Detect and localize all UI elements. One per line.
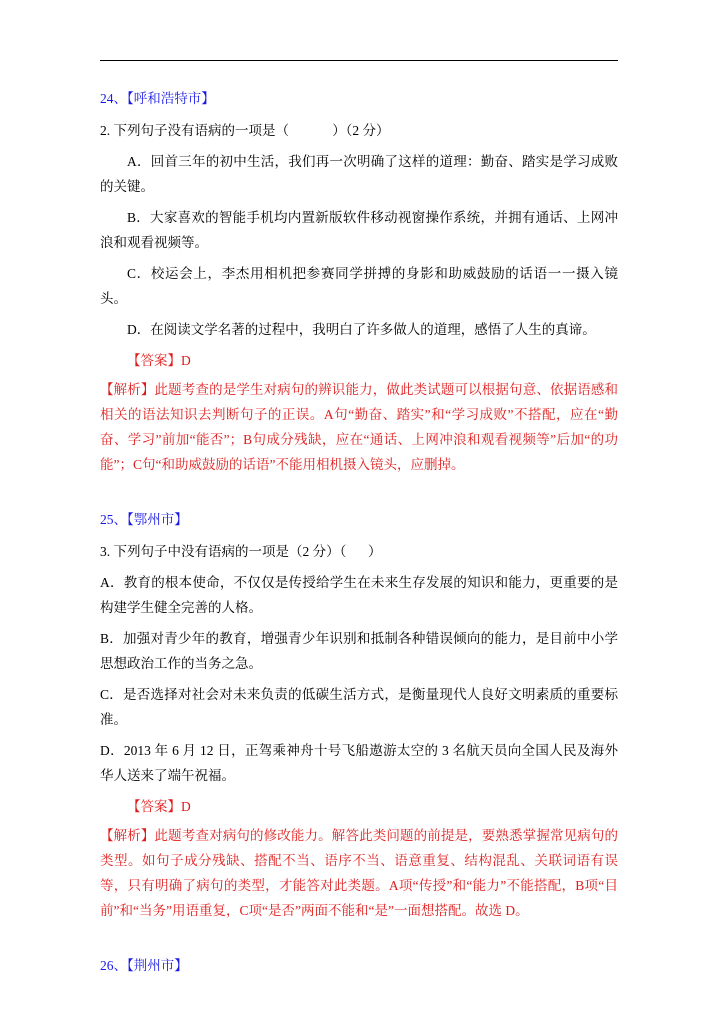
section-jingzhou bbox=[100, 956, 618, 976]
question-number-24: 2. bbox=[100, 123, 111, 139]
question-stem-24 bbox=[100, 119, 618, 144]
explanation-25 bbox=[100, 824, 618, 924]
explanation-text-24: 此题考查的是学生对病句的辨识能力，做此类试题可以根据句意、依据语感和相关的语法知识去判断句子的正误。A句“勤奋、踏实”和“学习成败”不搭配，应在“勤奋、学习”前加“能否”；B句成分残缺，应在“通话、上网冲浪和观看视频等”后加“的功能”；C句“和助威鼓励的话语”不能用相机摄入镜头，应删掉。 bbox=[100, 381, 619, 472]
option-b-24: B．大家喜欢的智能手机均内置新版软件移动视窗操作系统，并拥有通话、上网冲浪和观看视频等。 bbox=[100, 210, 618, 251]
explanation-24 bbox=[100, 378, 618, 478]
answer-value-24: D bbox=[181, 353, 191, 368]
question-number-25: 3. bbox=[100, 544, 111, 560]
answer-label-24: 【答案】 bbox=[127, 353, 181, 368]
question-text-24-after: ）（2 分） bbox=[332, 123, 390, 139]
section-gap-2 bbox=[100, 930, 618, 956]
option-b-25: B．加强对青少年的教育，增强青少年识别和抵制各种错误倾向的能力，是目前中小学思想政治工作的当务之急。 bbox=[100, 631, 618, 671]
answer-value-25: D bbox=[181, 798, 191, 814]
section-gap-1 bbox=[100, 484, 618, 510]
explanation-label-25: 【解析】 bbox=[100, 827, 155, 843]
explanation-text-25: 此题考查对病句的修改能力。解答此类问题的前提是，要熟悉掌握常见病句的类型。如句子成分残缺、搭配不当、语序不当、语意重复、结构混乱、关联词语有误等，只有明确了病句的类型，才能答对此类题。A项“传授”和“能力”不能搭配，B项“目前”和“当务”用语重复，C项“是否”两面不能和“是”一面想搭配。故选 D。 bbox=[100, 827, 619, 918]
answer-line-25 bbox=[100, 795, 618, 820]
answer-line-24 bbox=[100, 349, 618, 374]
section-heading-24: 24、【呼和浩特市】 bbox=[100, 91, 215, 106]
section-huhehaote bbox=[100, 89, 618, 478]
section-ezhou bbox=[100, 510, 618, 924]
option-a-24: A．回首三年的初中生活，我们再一次明确了这样的道理：勤奋、踏实是学习成败的关键。 bbox=[100, 154, 618, 195]
answer-label-25: 【答案】 bbox=[127, 798, 181, 814]
option-c-25: C．是否选择对社会对未来负责的低碳生活方式，是衡量现代人良好文明素质的重要标准。 bbox=[100, 686, 618, 727]
question-text-25-after: ） bbox=[367, 544, 382, 560]
section-heading-26: 26、【荆州市】 bbox=[100, 957, 188, 973]
option-a-25: A．教育的根本使命，不仅仅是传授给学生在未来生存发展的知识和能力，更重要的是构建学生健全完善的人格。 bbox=[100, 575, 618, 616]
document-content bbox=[100, 60, 618, 986]
section-heading-25: 25、【鄂州市】 bbox=[100, 511, 188, 527]
option-c-24: C．校运会上，李杰用相机把参赛同学拼搏的身影和助威鼓励的话语一一摄入镜头。 bbox=[100, 266, 618, 307]
question-text-24-before: 下列句子没有语病的一项是（ bbox=[113, 123, 289, 139]
question-stem-25 bbox=[100, 540, 618, 565]
header-rule bbox=[100, 60, 618, 61]
option-d-24: D．在阅读文学名著的过程中，我明白了许多做人的道理，感悟了人生的真谛。 bbox=[127, 322, 596, 338]
explanation-label-24: 【解析】 bbox=[100, 381, 155, 397]
question-text-25-before: 下列句子中没有语病的一项是（2 分）（ bbox=[113, 544, 347, 560]
option-d-25: D．2013 年 6 月 12 日，正驾乘神舟十号飞船遨游太空的 3 名航天员向全国人民及海外华人送来了端午祝福。 bbox=[100, 742, 618, 783]
